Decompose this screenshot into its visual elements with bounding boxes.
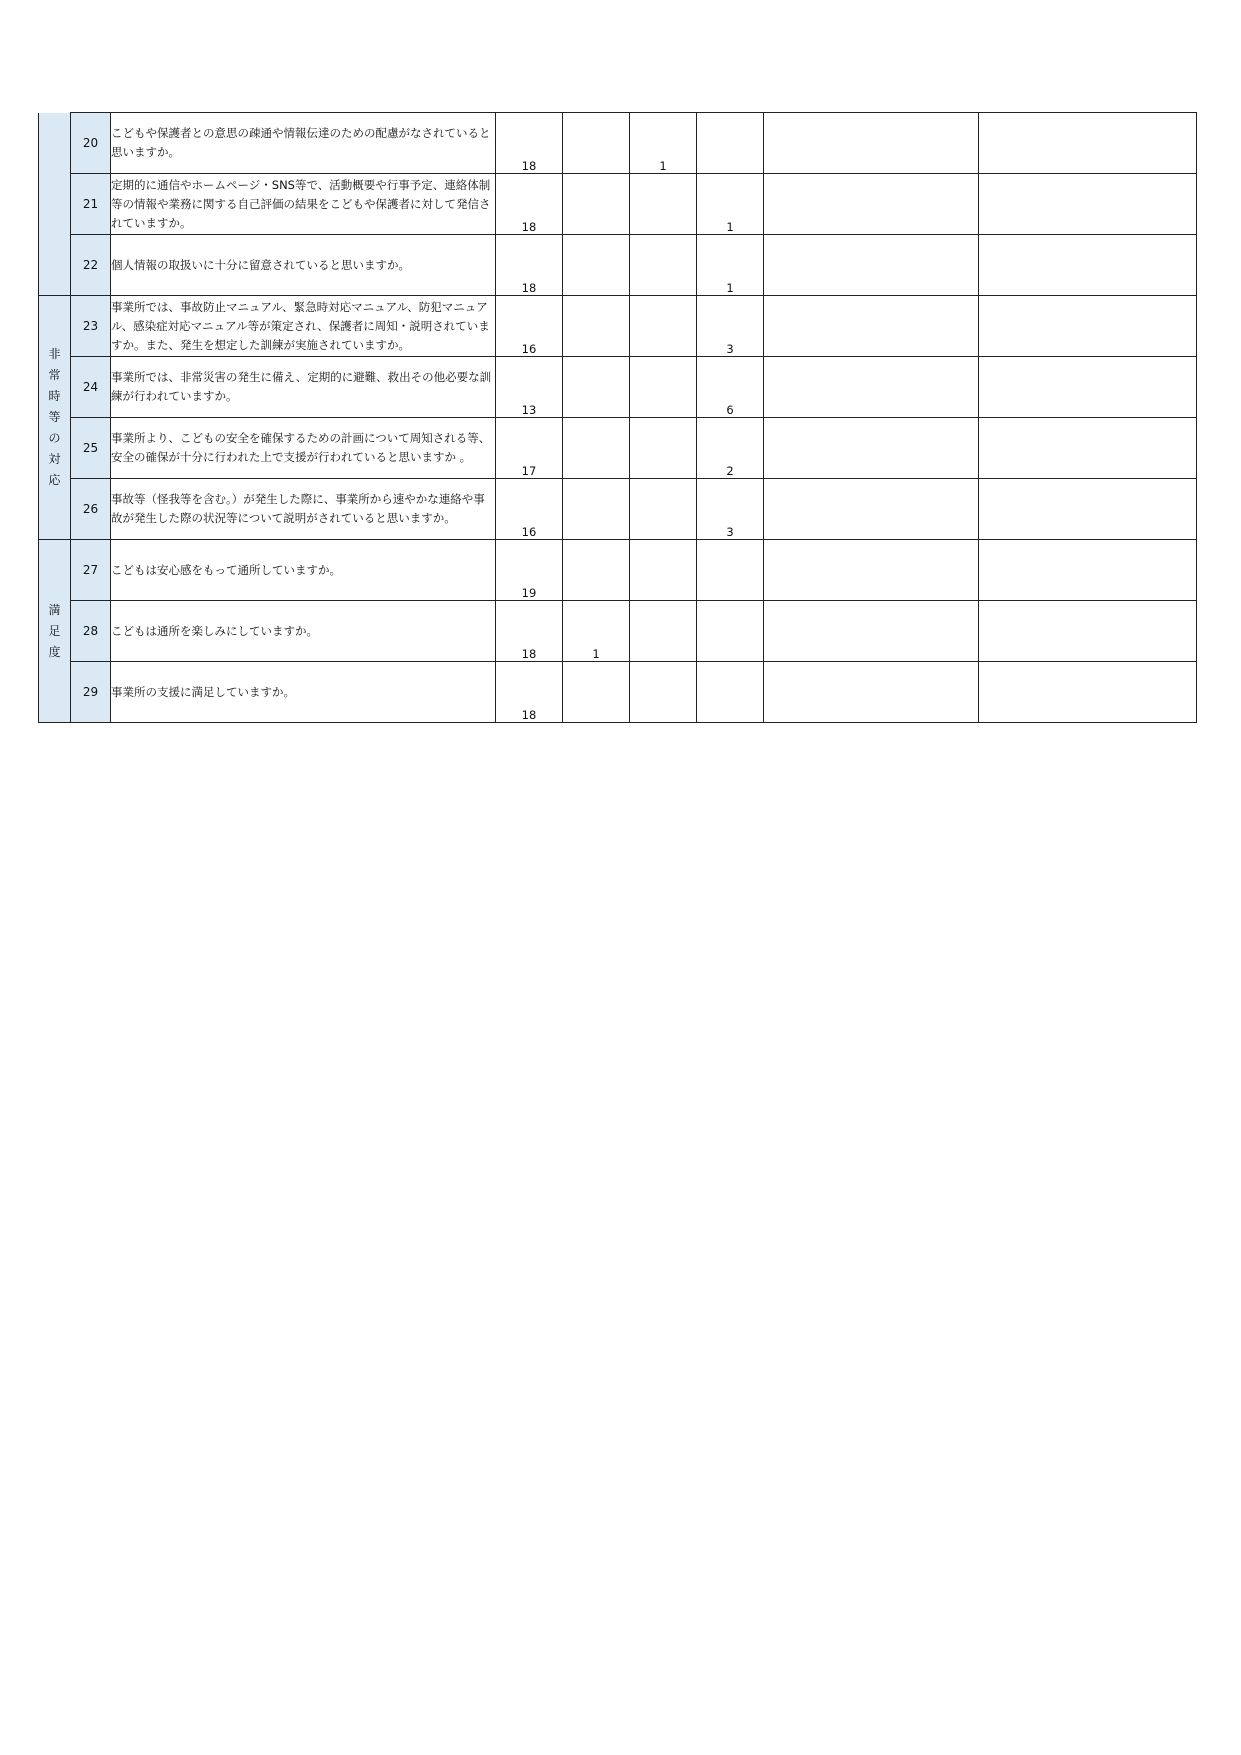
response-cell [979,357,1197,418]
answer-count-col1: 17 [496,418,563,479]
question-text: 事業所では、非常災害の発生に備え、定期的に避難、救出その他必要な訓練が行われていますか。 [111,357,496,418]
table-row [39,235,1197,296]
answer-count-col4: 3 [697,296,764,357]
answer-count-col1: 13 [496,357,563,418]
row-number: 20 [71,113,111,174]
answer-count-col4: 6 [697,357,764,418]
comment-cell [764,479,979,540]
survey-sheet [38,112,1196,723]
response-cell [979,418,1197,479]
response-cell [979,296,1197,357]
comment-cell [764,174,979,235]
comment-cell [764,418,979,479]
response-cell [979,540,1197,601]
answer-count-col1: 16 [496,479,563,540]
answer-count-col2 [563,235,630,296]
table-row [39,662,1197,723]
answer-count-col4: 2 [697,418,764,479]
table-row [39,113,1197,174]
comment-cell [764,662,979,723]
row-number: 25 [71,418,111,479]
answer-count-col3 [630,601,697,662]
answer-count-col1: 18 [496,113,563,174]
answer-count-col4: 1 [697,174,764,235]
question-text: 事業所の支援に満足していますか。 [111,662,496,723]
comment-cell [764,357,979,418]
table-row [39,540,1197,601]
answer-count-col1: 18 [496,601,563,662]
response-cell [979,601,1197,662]
response-cell [979,235,1197,296]
row-number: 26 [71,479,111,540]
answer-count-col4 [697,601,764,662]
answer-count-col4: 3 [697,479,764,540]
answer-count-col4 [697,540,764,601]
response-cell [979,479,1197,540]
question-text: 個人情報の取扱いに十分に留意されていると思いますか。 [111,235,496,296]
question-text: 事故等（怪我等を含む。）が発生した際に、事業所から速やかな連絡や事故が発生した際の状況等について説明がされていると思いますか。 [111,479,496,540]
answer-count-col1: 18 [496,174,563,235]
answer-count-col2: 1 [563,601,630,662]
answer-count-col2 [563,662,630,723]
answer-count-col2 [563,174,630,235]
answer-count-col4 [697,662,764,723]
response-cell [979,662,1197,723]
question-text: 定期的に通信やホームページ・SNS等で、活動概要や行事予定、連絡体制等の情報や業務に関する自己評価の結果をこどもや保護者に対して発信されていますか。 [111,174,496,235]
table-row [39,296,1197,357]
answer-count-col2 [563,479,630,540]
table-row [39,418,1197,479]
answer-count-col3 [630,357,697,418]
answer-count-col2 [563,296,630,357]
row-number: 28 [71,601,111,662]
category-cell [39,540,71,723]
response-cell [979,113,1197,174]
comment-cell [764,540,979,601]
answer-count-col4: 1 [697,235,764,296]
answer-count-col1: 18 [496,235,563,296]
answer-count-col3: 1 [630,113,697,174]
question-text: こどもや保護者との意思の疎通や情報伝達のための配慮がなされていると思いますか。 [111,113,496,174]
category-label: 非常時等の対応 [48,347,61,487]
row-number: 22 [71,235,111,296]
answer-count-col3 [630,235,697,296]
category-cell [39,296,71,540]
answer-count-col1: 19 [496,540,563,601]
answer-count-col3 [630,540,697,601]
table-row [39,479,1197,540]
answer-count-col4 [697,113,764,174]
row-number: 24 [71,357,111,418]
table-row [39,174,1197,235]
answer-count-col2 [563,357,630,418]
category-cell [39,113,71,296]
category-label: 満足度 [48,602,61,659]
row-number: 23 [71,296,111,357]
answer-count-col3 [630,296,697,357]
question-text: こどもは安心感をもって通所していますか。 [111,540,496,601]
answer-count-col3 [630,662,697,723]
row-number: 29 [71,662,111,723]
answer-count-col3 [630,174,697,235]
answer-count-col2 [563,418,630,479]
answer-count-col2 [563,113,630,174]
answer-count-col1: 16 [496,296,563,357]
comment-cell [764,296,979,357]
answer-count-col1: 18 [496,662,563,723]
answer-count-col3 [630,479,697,540]
question-text: 事業所より、こどもの安全を確保するための計画について周知される等、安全の確保が十分に行われた上で支援が行われていると思いますか 。 [111,418,496,479]
answer-count-col3 [630,418,697,479]
table-row [39,357,1197,418]
question-text: こどもは通所を楽しみにしていますか。 [111,601,496,662]
table-row [39,601,1197,662]
survey-table [38,112,1197,723]
comment-cell [764,235,979,296]
row-number: 27 [71,540,111,601]
comment-cell [764,113,979,174]
answer-count-col2 [563,540,630,601]
question-text: 事業所では、事故防止マニュアル、緊急時対応マニュアル、防犯マニュアル、感染症対応マニュアル等が策定され、保護者に周知・説明されていますか。また、発生を想定した訓練が実施されていますか。 [111,296,496,357]
response-cell [979,174,1197,235]
row-number: 21 [71,174,111,235]
comment-cell [764,601,979,662]
